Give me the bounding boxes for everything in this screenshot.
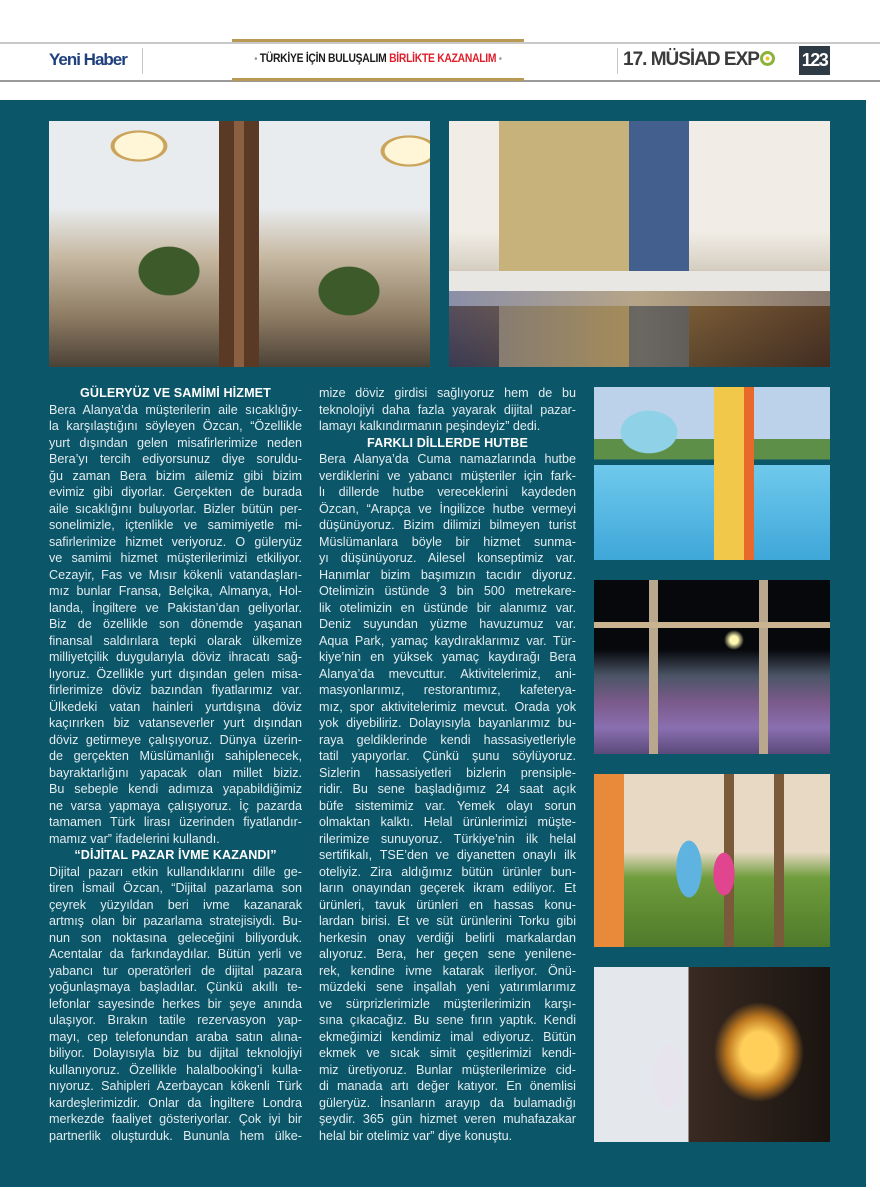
body-text-line: müzdeki sene inşallah yeni yatırımlarımız (319, 980, 576, 994)
body-text-line: milliyetçilik duygularıyla döviz ihracatı sağ- (49, 650, 302, 664)
body-text-line: raya geldiklerinde kendi hassasiyetleriyle (319, 732, 576, 747)
body-text-line: bayraktarlığını yapacak olan millet biziz. (49, 765, 302, 780)
body-text-line: tamamen Türk lirası üzerinden fiyatlandır- (49, 815, 302, 829)
logo-divider (142, 48, 143, 74)
body-text-line: Hanımlar bizim başımızın tacıdır diyoruz. (319, 567, 576, 582)
body-text-line: Bera Alanya’da müşterilerin aile sıcaklığıy- (49, 402, 302, 417)
body-text-line: döviz getirmeye çalışıyoruz. Dünya üzerin- (49, 732, 302, 747)
bullet-icon: • (498, 54, 502, 65)
body-text-line: Bera Alanya’da Cuma namazlarında hutbe (319, 452, 576, 466)
body-text-line: güleryüz. İnsanların arayıp da bulamadığı (319, 1095, 576, 1110)
section-heading: “DİJİTAL PAZAR İVME KAZANDI” (74, 848, 277, 862)
body-text-line: mize döviz girdisi sağlıyoruz hem de bu (319, 386, 576, 400)
section-heading: FARKLI DİLLERDE HUTBE (367, 435, 528, 450)
musiad-expo-logo (623, 49, 775, 71)
body-text-line: büfe sistemimiz var. Yemek olayı sorun (319, 798, 576, 813)
body-text-line: ve samimi hizmet müşterilerimizi etkiliyor. (49, 551, 302, 565)
body-text-line: Deniz suyundan yüzme havuzumuz var. (319, 617, 576, 631)
body-text-line: tiren İsmail Özcan, “Dijital pazarlama son (49, 881, 302, 895)
expo-name: MÜSİAD EXP (650, 49, 759, 70)
body-text-line: Aqua Park, yamaç kaydıraklarımız var. Tür- (319, 633, 576, 648)
body-text-line: miz üretiyoruz. Bunlar müşterilerimize cid- (319, 1062, 576, 1077)
body-text-line: yoğunlaşmaya başladılar. Çünkü akıllı te- (49, 980, 302, 994)
body-text-line: merkezde faaliyet gösteriyorlar. Çok iyi bir (49, 1112, 302, 1126)
body-text-line: alıyoruz. Bera, her geçen sene yenilene- (319, 947, 576, 961)
body-text-line: yurt dışından gelen misafirlerimize neden (49, 435, 302, 450)
body-text-line: nun son noktasına geleceğini biliyorduk. (49, 930, 302, 945)
body-text-line: masyonlarımız, restorantımız, kafeterya- (319, 683, 576, 697)
body-text-line: lik otelimizin en üstünde bir alanımız var. (319, 600, 576, 615)
hotel-room-photo (449, 121, 830, 367)
body-text-line: lıyoruz. Özellikle yurt dışından gelen misa- (49, 666, 302, 681)
body-text-line: Acentalar da farkındaydılar. Bütün yerli ve (49, 947, 302, 961)
body-text-line: aile sıcaklığını buluyorlar. Bizler bütün per- (49, 501, 302, 516)
body-text-line: ğu zaman Bera bizim ailemiz gibi bizim (49, 468, 302, 483)
expo-o-ring-icon (760, 51, 775, 66)
body-text-line: biliyor. Dolayısıyla biz bu dijital teknolojiyi (49, 1046, 302, 1060)
body-text-line: rek, kendine ivme katarak ilerliyor. Önü- (319, 963, 576, 978)
body-text-line: ve sürprizlerimizle müşterilerimizin karşı- (319, 996, 576, 1011)
body-text-line: sertifikalı, TSE’den ve diyanetten onaylı ilk (319, 848, 576, 862)
body-text-line: helal bir otelimiz var” diye konuştu. (319, 1128, 513, 1143)
body-text-line: Bera’yı tercih ediyorsunuz diye soruldu- (49, 452, 302, 466)
body-text-line: çeyrek yüzyıldan beri ivme kazanarak (49, 897, 302, 912)
body-text-line: Alanya’da mevcuttur. Aktivitelerimiz, ani- (319, 666, 576, 681)
page-number-badge: 123 (799, 46, 830, 75)
children-garden-photo (594, 774, 830, 947)
body-text-line: mamız var” ifadelerini kullandı. (49, 831, 220, 846)
body-text-line: lardan birisi. Et ve süt ürünlerini Torku gibi (319, 914, 576, 928)
body-text-line: ekmeğimizi kendimiz imal ediyoruz. Bütün (319, 1029, 576, 1044)
body-text-line: oteliyiz. Zira aldığımız bütün ürünler bun- (319, 864, 576, 879)
body-text-line: tatil yapıyorlar. Çünkü şunu söylüyoruz. (319, 749, 576, 763)
slogan-rule-top (232, 39, 524, 42)
bullet-icon: • (254, 54, 258, 65)
body-text-line: la karşılaştığını söyleyen Özcan, “Özellikle (49, 419, 302, 433)
body-text-line: mız, spor aktivitelerimiz mevcut. Orada yok (319, 699, 576, 714)
body-text-line: safirlerimize hizmet veriyoruz. O güleryüz (49, 534, 302, 549)
slogan-accent: BİRLİKTE KAZANALIM (389, 51, 497, 65)
body-text-line: Bu sebeple kendi adımıza yapabildiğimiz (49, 782, 302, 796)
body-text-line: Otelimizin üstünde 3 bin 500 metrekare- (319, 584, 576, 598)
body-text-line: finansal saldırılara tepki olarak ülkemize (49, 633, 302, 648)
body-text-line: ekmek ve sıcak simit çeşitlerimizi kendi- (319, 1046, 576, 1060)
body-text-line: ne varsa yapmaya çalışıyoruz. İç pazarda (49, 798, 302, 813)
body-text-line: ların onayından geçerek ikram ediliyor. Et (319, 881, 576, 895)
aqua-park-pool-photo (594, 387, 830, 560)
body-text-line: Biz de özellikle son dönemde yaşanan (49, 617, 302, 631)
body-text-line: partnerlik oluşturduk. Bununla hem ülke- (49, 1128, 302, 1143)
body-text-line: kardeşlerimizdir. Onlar da İngiltere Londra (49, 1095, 302, 1110)
body-text-line: Ülkedeki vatan hainleri yurtdışına döviz (49, 699, 302, 714)
body-text-line: rilerimize sunuyoruz. Türkiye’nin ilk helal (319, 831, 576, 846)
body-text-line: lı dillerde hutbe vereceklerini kaydeden (319, 485, 576, 499)
body-text-line: firlerimize döviz bazından fiyatlarımız var. (49, 683, 302, 697)
body-text-line: kaçırırken biz vatanseverler yurt dışından (49, 716, 302, 730)
yeni-haber-logo: Yeni Haber (49, 50, 127, 69)
slogan-rule-bottom (232, 78, 524, 81)
body-text-line: Cezayir, Fas ve Mısır kökenli vatandaşları- (49, 567, 302, 582)
body-text-line: artmış olan bir pazarlama stratejisiydi. Bu- (49, 914, 302, 928)
body-text-line: mız bunlar Fransa, Belçika, Almanya, Hol- (49, 584, 302, 598)
body-text-line: lefonlar sayesinde herkes bir şeye anında (49, 996, 302, 1011)
body-text-line: Dijital pazarı etkin kullandıklarını dille ge- (49, 864, 302, 879)
body-text-line: evimiz gibi diyorlar. Gerçekten de burada (49, 485, 302, 499)
slogan-banner (232, 39, 524, 81)
body-text-line: Sizlerin hassasiyetleri bizlerin prensiple- (319, 765, 576, 780)
body-text-line: sına çıkacağız. Bu sene fırın yaptık. Kendi (319, 1013, 576, 1027)
body-text-line: de gerçekten Müslümanlığı sahiplenecek, (49, 749, 302, 763)
slogan-main: TÜRKİYE İÇİN BULUŞALIM (259, 51, 387, 65)
body-text-line: kiye’nin en yüksek yamaç kaydırağı Bera (319, 650, 576, 664)
body-text-line: Özcan, “Arapça ve İngilizce hutbe vermeyi (319, 501, 576, 516)
body-text-line: yabancı tur operatörleri de dijital pazara (49, 963, 302, 978)
body-text-line: ridir. Bu sene başladığımız 24 saat açık (319, 782, 576, 796)
body-text-line: düşünüyoruz. Bizim dilimizi bilmeyen turist (319, 518, 576, 532)
body-text-line: yok diyebiliriz. Dolayısıyla bayanlarımız bu- (319, 716, 576, 730)
page-header (0, 42, 880, 82)
hotel-atrium-photo (49, 121, 430, 367)
body-text-line: şeydir. 365 gün hizmet veren muhafazakar (319, 1112, 576, 1126)
section-heading: GÜLERYÜZ VE SAMİMİ HİZMET (80, 386, 271, 400)
slogan-text (252, 51, 503, 65)
article-column-1 (49, 385, 302, 1144)
night-show-photo (594, 580, 830, 754)
body-text-line: ulaşıyor. Bırakın tatile rezervasyon yap- (49, 1013, 302, 1027)
expo-edition: 17. (623, 49, 647, 70)
body-text-line: olmaktan kalktı. Helal ürünlerimizi müşte- (319, 815, 576, 829)
body-text-line: ürünleri, tavuk ürünleri en hassas konu- (319, 897, 576, 912)
buffet-girl-photo (594, 967, 830, 1142)
body-text-line: yı düşünüyoruz. Ailesel konseptimiz var. (319, 551, 576, 565)
body-text-line: Müslümanlara böyle bir hizmet sunma- (319, 534, 576, 549)
body-text-line: verdiklerini ve yabancı müşteriler için fark- (319, 468, 576, 483)
body-text-line: mayı, cep telefonundan araba satın alına- (49, 1029, 302, 1044)
body-text-line: di manada artı değer katıyor. En önemlisi (319, 1079, 576, 1093)
body-text-line: herkesin onay verdiği belirli markalardan (319, 930, 576, 945)
body-text-line: sonelimizle, içtenlikle ve samimiyetle mi- (49, 518, 302, 532)
body-text-line: kullanıyoruz. Özellikle halalbooking’i kulla- (49, 1062, 302, 1077)
body-text-line: teknolojiyi daha fazla yayarak dijital pazar- (319, 402, 576, 417)
body-text-line: landa, İngiltere ve Pakistan’dan geliyorlar. (49, 600, 302, 615)
article-column-2 (319, 385, 576, 1144)
body-text-line: lamayı kalkındırmanın peşindeyiz” dedi. (319, 419, 541, 433)
expo-divider (617, 48, 618, 74)
body-text-line: nıyoruz. Sahipleri Azerbaycan kökenli Türk (49, 1079, 302, 1093)
